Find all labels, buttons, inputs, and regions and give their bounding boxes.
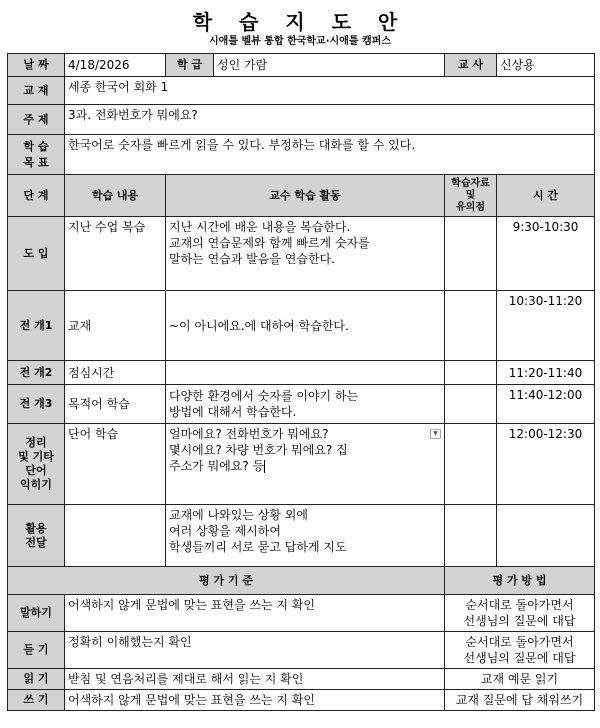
content-column-header: 학습 내용 [65,175,166,217]
activity-line: 교재의 연습문제와 함께 빠르게 숫자를 [169,236,370,250]
dropdown-arrow-icon[interactable]: ▼ [430,429,441,439]
stage-label: 전달 [25,535,47,549]
text-cursor [264,460,265,473]
materials-header-line-1: 학습자료 및 [451,177,490,201]
activity-cell[interactable] [166,505,445,567]
time-cell[interactable]: 9:30-10:30 [497,217,595,291]
evaluation-method-cell[interactable] [445,690,595,711]
activity-line: 주소가 뭐에요? 등 [169,459,265,473]
method-line: 선생님의 질문에 대답 [463,614,576,628]
activity-line: 학생들끼리 서로 묻고 답하게 지도 [169,540,347,554]
content-cell[interactable]: 지난 수업 복습 [65,217,166,291]
activity-column-header: 교수 학습 활동 [166,175,445,217]
activity-line-with-cursor [169,458,441,474]
materials-cell[interactable] [445,424,497,505]
activity-line: ~이 아니에요.에 대하여 학습한다. [169,318,349,333]
evaluation-method-cell[interactable] [445,669,595,690]
activity-line: 교재에 나와있는 상황 외에 [169,508,308,522]
stage-label: 전 개1 [19,318,53,332]
activity-cell[interactable] [166,217,445,291]
time-column-header: 시 간 [497,175,595,217]
topic-label: 주 제 [8,105,65,135]
evaluation-skill-label: 말하기 [8,595,65,632]
materials-cell[interactable] [445,291,497,361]
activity-line: 여러 상황을 제시하여 [169,524,281,538]
grade-label: 학 급 [166,54,214,77]
evaluation-skill-label: 듣 기 [8,632,65,669]
content-cell[interactable]: 목적어 학습 [65,385,166,424]
activity-cell[interactable] [166,424,445,505]
evaluation-criteria-cell[interactable]: 어색하지 않게 문법에 맞는 표현을 쓰는 지 확인 [65,690,445,711]
stage-cell [8,424,65,505]
goal-label [8,135,65,175]
evaluation-criteria-header: 평 가 기 준 [8,567,445,595]
content-cell[interactable]: 점심시간 [65,361,166,385]
activity-line: 방법에 대해서 학습한다. [169,405,297,419]
stage-label: 단어 [25,464,47,477]
method-line: 순서대로 돌아가면서 [465,598,574,612]
page-title: 학 습 지 도 안 [192,10,408,34]
activity-cell[interactable] [166,291,445,361]
goal-label-line-2: 목 표 [23,155,49,169]
materials-cell[interactable] [445,505,497,567]
evaluation-method-cell[interactable] [445,595,595,632]
date-value[interactable]: 4/18/2026 [65,54,166,77]
activity-line: 얼마에요? 전화번호가 뭐에요? [169,427,329,441]
stage-cell [8,217,65,291]
activity-line: 지난 시간에 배운 내용을 복습한다. [169,220,351,234]
textbook-label: 교 재 [8,77,65,105]
activity-cell[interactable] [166,361,445,385]
stage-label: 전 개3 [19,397,53,410]
textbook-value[interactable]: 세종 한국어 회화 1 [65,77,595,105]
time-cell[interactable]: 11:40-12:00 [497,385,595,424]
content-cell[interactable]: 교재 [65,291,166,361]
evaluation-criteria-cell[interactable]: 어색하지 않게 문법에 맞는 표현을 쓰는 지 확인 [65,595,445,632]
evaluation-criteria-cell[interactable]: 받침 및 연음처리를 제대로 해서 읽는 지 확인 [65,669,445,690]
activity-line: 다양한 환경에서 숫자를 이야기 하는 [169,389,359,403]
activity-line: 몇시에요? 차량 번호가 뭐에요? 집 [169,443,348,457]
time-cell[interactable]: 11:20-11:40 [497,361,595,385]
stage-label: 정리 [25,436,47,449]
evaluation-skill-label: 쓰 기 [8,690,65,711]
method-line: 교재 예문 읽기 [480,672,559,686]
goal-value[interactable]: 한국어로 숫자를 빠르게 읽을 수 있다. 부정하는 대화를 할 수 있다. [65,135,595,175]
materials-column-header [445,175,497,217]
stage-cell [8,361,65,385]
stage-cell [8,385,65,424]
materials-cell[interactable] [445,361,497,385]
evaluation-skill-label: 읽 기 [8,669,65,690]
stage-label: 전 개2 [19,365,53,379]
stage-label: 활용 [25,521,47,535]
stage-column-header: 단 계 [8,175,65,217]
evaluation-method-cell[interactable] [445,632,595,669]
goal-label-line-1: 학 습 [23,139,49,153]
time-cell[interactable]: 12:00-12:30 [497,424,595,505]
stage-label: 도 입 [23,246,49,260]
content-cell[interactable] [65,505,166,567]
materials-cell[interactable] [445,217,497,291]
activity-cell[interactable] [166,385,445,424]
method-line: 순서대로 돌아가면서 [465,635,574,649]
activity-line: 말하는 연습과 발음을 연습한다. [169,252,335,266]
stage-cell [8,291,65,361]
grade-value[interactable]: 성인 가람 [214,54,445,77]
time-cell[interactable] [497,505,595,567]
stage-label: 및 기타 [18,450,54,463]
method-line: 교재 질문에 답 채워쓰기 [455,693,584,707]
evaluation-criteria-cell[interactable]: 정확히 이해했는지 확인 [65,632,445,669]
time-cell[interactable]: 10:30-11:20 [497,291,595,361]
stage-label: 익히기 [20,478,52,491]
evaluation-method-header: 평 가 방 법 [445,567,595,595]
school-name: 시애틀 벨뷰 통합 한국학교·시애틀 캠퍼스 [209,36,391,47]
content-cell[interactable]: 단어 학습 [65,424,166,505]
teacher-value[interactable]: 신상용 [497,54,595,77]
stage-cell [8,505,65,567]
method-line: 선생님의 질문에 대답 [463,651,576,665]
topic-value[interactable]: 3과. 전화번호가 뭐에요? [65,105,595,135]
materials-cell[interactable] [445,385,497,424]
teacher-label: 교 사 [445,54,497,77]
materials-header-line-2: 유의점 [456,201,485,213]
date-label: 날 짜 [8,54,65,77]
lesson-plan-table [7,53,595,711]
